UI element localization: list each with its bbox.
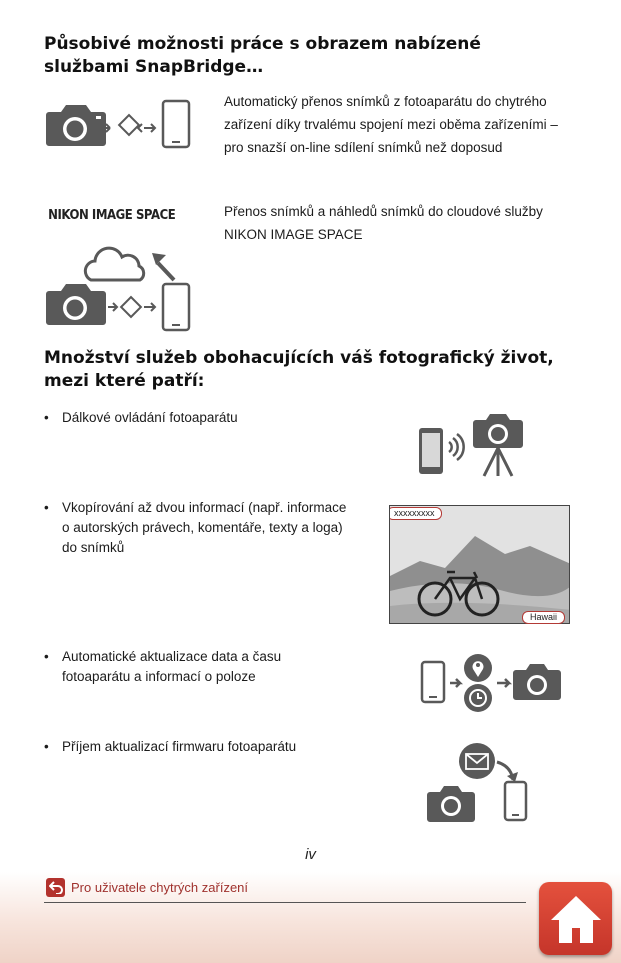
cloud-upload-icon xyxy=(46,225,194,337)
bullet-dot: • xyxy=(44,500,49,515)
nikon-image-space-illustration xyxy=(46,208,194,337)
feature-auto-transfer-text: Automatický přenos snímků z fotoaparátu do chytrého zařízení díky trvalému spojení mezi oběma zařízeními – pro snazší on-line sdílení snímků než doposud xyxy=(224,94,558,155)
remote-control-illustration xyxy=(418,412,530,478)
firmware-update-illustration xyxy=(427,742,531,824)
home-icon xyxy=(548,893,604,945)
imprint-tag-copyright: xxxxxxxxx xyxy=(389,507,442,520)
nikon-image-space-logo: NIKON IMAGE SPACE xyxy=(48,208,176,223)
bullet-dot: • xyxy=(44,410,49,425)
feature-cloud-upload-text: Přenos snímků a náhledů snímků do cloudové služby NIKON IMAGE SPACE xyxy=(224,204,543,242)
bullet-dot: • xyxy=(44,649,49,664)
bicycle-landscape-image xyxy=(390,506,570,624)
back-link-label: Pro uživatele chytrých zařízení xyxy=(71,879,249,895)
home-button[interactable] xyxy=(539,882,612,955)
footer-divider xyxy=(44,902,526,903)
back-link[interactable] xyxy=(46,877,248,897)
photo-imprint-illustration xyxy=(389,505,570,624)
bullet-dot: • xyxy=(44,739,49,754)
imprint-tag-comment: Hawaii xyxy=(522,611,565,624)
date-location-sync-illustration xyxy=(420,653,562,715)
page-number: iv xyxy=(305,846,316,863)
back-arrow-icon xyxy=(46,878,65,897)
section-heading-services: Množství služeb obohacujících váš fotografický život, mezi které patří: xyxy=(44,348,554,391)
camera-phone-transfer-illustration xyxy=(46,98,194,150)
section-heading-snapbridge: Působivé možnosti práce s obrazem nabízené službami SnapBridge… xyxy=(44,34,481,77)
